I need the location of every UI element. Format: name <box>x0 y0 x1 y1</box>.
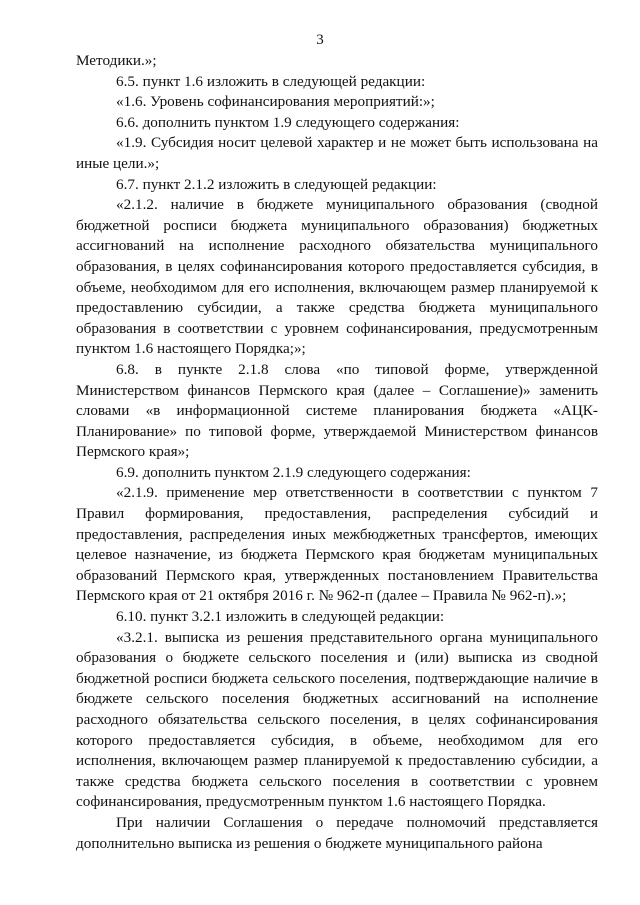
page-number: 3 <box>316 32 324 48</box>
paragraph-6-10: 6.10. пункт 3.2.1 изложить в следующей редакции: <box>116 608 445 626</box>
paragraph-6-9: 6.9. дополнить пунктом 2.1.9 следующего содержания: <box>116 463 471 481</box>
document-body <box>76 51 598 854</box>
paragraph-agreement: При наличии Соглашения о передаче полномочий представляется дополнительно выписка из решения о бюджете муниципального района <box>76 813 598 852</box>
paragraph-6-8: 6.8. в пункте 2.1.8 слова «по типовой форме, утвержденной Министерством финансов Пермского края (далее – Соглашение)» заменить словами «в информационной системе планирования бюджета «АЦК-Планирование» по типовой форме, утверждаемой Министерством финансов Пермского края»; <box>76 360 598 461</box>
paragraph-6-5: 6.5. пункт 1.6 изложить в следующей редакции: <box>116 72 426 90</box>
paragraph-methodology-end: Методики.»; <box>76 52 157 69</box>
paragraph-2-1-2-text: «2.1.2. наличие в бюджете муниципального образования (сводной бюджетной росписи бюджета муниципального образования) бюджетных ассигнований на исполнение расходного обязательства муниципального образования, в целях софинансирования которого предоставляется субсидия, в объеме, необходимом для его исполнения, включающем размер планируемой к предоставлению субсидии, а также средства бюджета муниципального образования в соответствии с уровнем софинансирования, предусмотренным пунктом 1.6 настоящего Порядка;»; <box>76 196 598 358</box>
paragraph-6-6: 6.6. дополнить пунктом 1.9 следующего содержания: <box>116 113 460 131</box>
paragraph-6-7: 6.7. пункт 2.1.2 изложить в следующей редакции: <box>116 175 437 193</box>
paragraph-1-9-text: «1.9. Субсидия носит целевой характер и не может быть использована на иные цели.»; <box>76 134 598 172</box>
paragraph-3-2-1-text: «3.2.1. выписка из решения представительного органа муниципального образования о бюджете сельского поселения и (или) выписка из сводной бюджетной росписи бюджета сельского поселения, подтверждающие наличие в бюджете сельского поселения бюджетных ассигнований на исполнение расходного обязательства сельского поселения, в целях софинансирования которого предоставляется субсидия, в объеме, необходимом для его исполнения, включающем размер планируемой к предоставлению субсидии, а также средства бюджета сельского поселения в соответствии с уровнем софинансирования, предусмотренным пунктом 1.6 настоящего Порядка. <box>76 628 598 811</box>
paragraph-1-6-text: «1.6. Уровень софинансирования мероприятий:»; <box>116 93 435 111</box>
paragraph-2-1-9-text: «2.1.9. применение мер ответственности в соответствии с пунктом 7 Правил формирования, предоставления, распределения субсидий и предоставления, распределения иных межбюджетных трансфертов, имеющих целевое назначение, из бюджета Пермского края бюджетам муниципальных образований Пермского края, утвержденных постановлением Правительства Пермского края от 21 октября 2016 г. № 962-п (далее – Правила № 962-п).»; <box>76 484 598 605</box>
